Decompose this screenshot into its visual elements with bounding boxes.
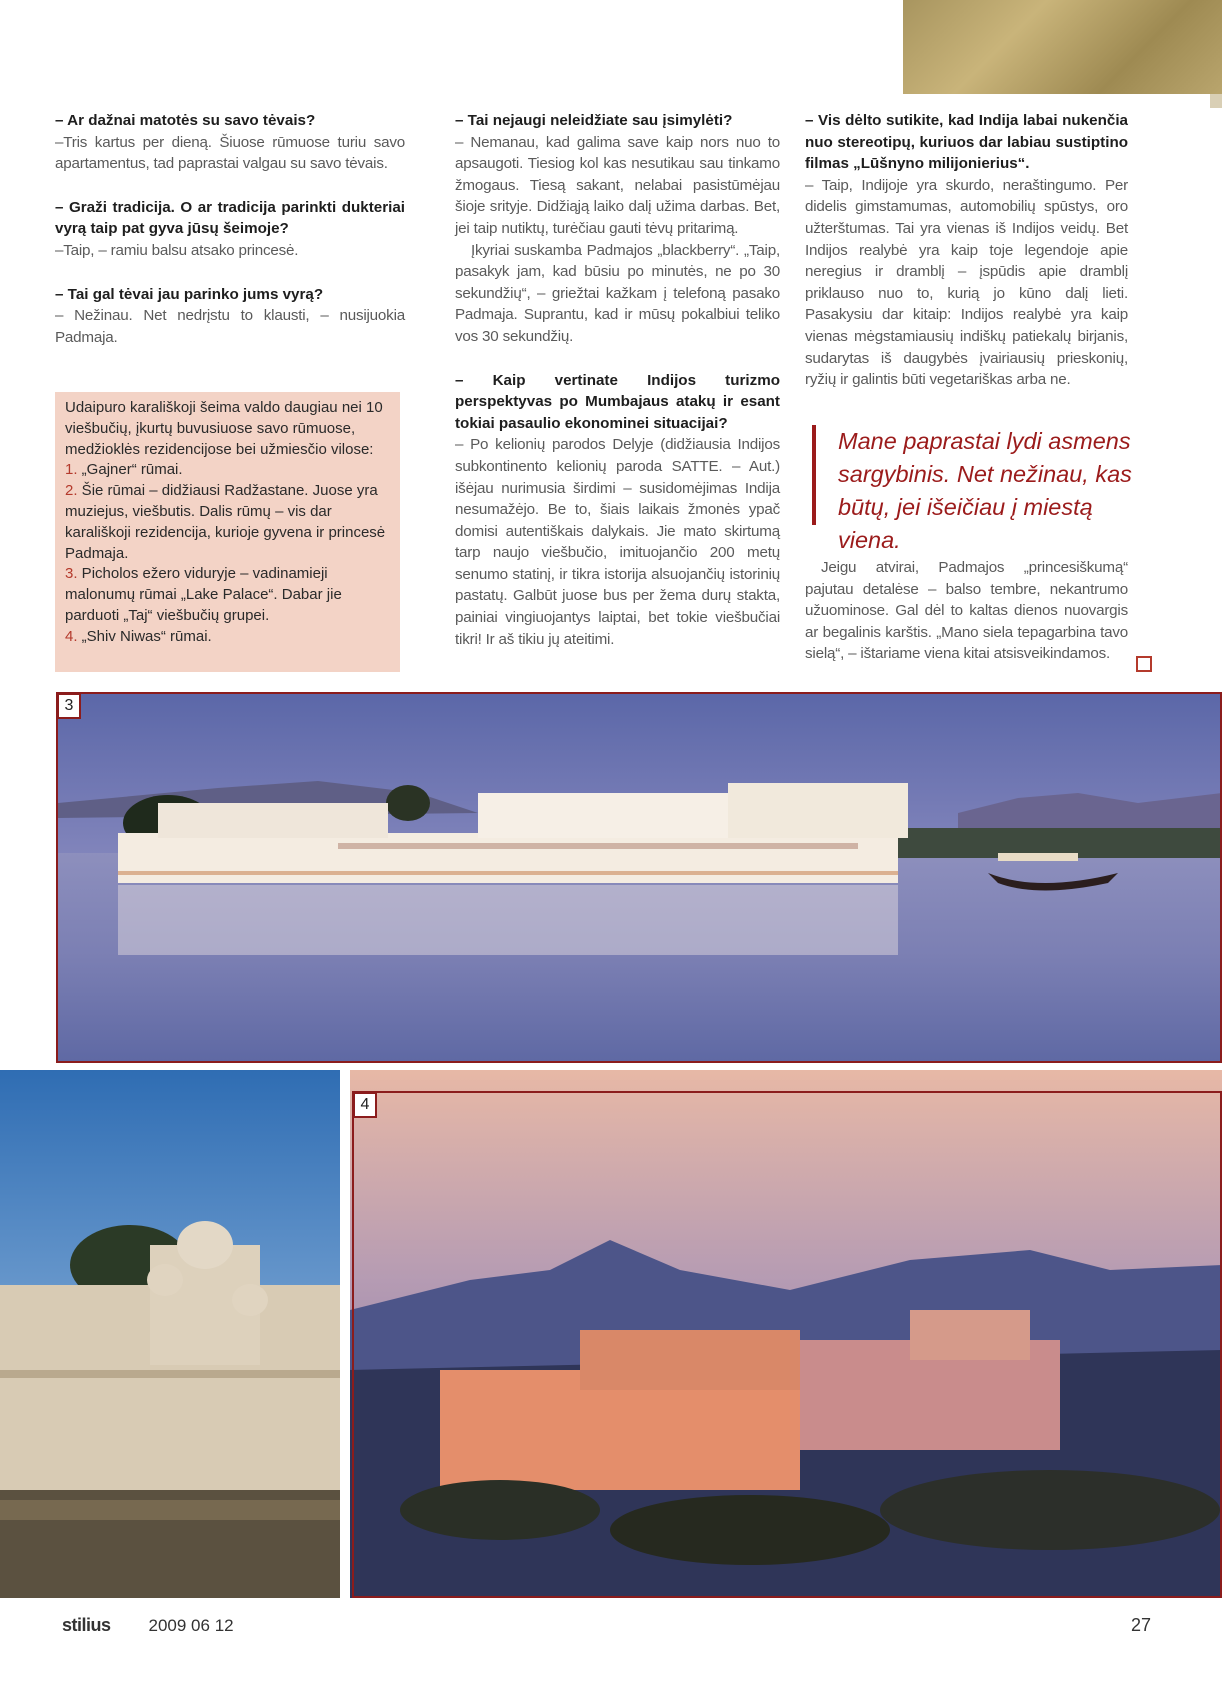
question: – Graži tradicija. O ar tradicija parinkti dukteriai vyrą taip pat gyva jūsų šeimoje? — [55, 198, 405, 238]
footer-left — [62, 1615, 234, 1636]
article-column-1 — [55, 110, 405, 348]
sidebar-item: 3. Picholos ežero viduryje – vadinamieji malonumų rūmai „Lake Palace“. Dabar jie parduoti „Taj“ viešbučių grupei. — [65, 565, 342, 624]
question: – Ar dažnai matotės su savo tėvais? — [55, 112, 316, 129]
end-mark-icon — [1136, 656, 1152, 672]
answer: –Taip, – ramiu balsu atsako princesė. — [55, 241, 299, 259]
sidebar-item: 4. „Shiv Niwas“ rūmai. — [65, 627, 212, 645]
answer: – Po kelionių parodos Delyje (didžiausia Indijos subkontinento kelionių paroda SATTE. – Aut.) išėjau nurimusia širdimi – susidomėjimas Indija nesumažėjo. Be to, šiais laikais žmonės ypač domisi autentiškais dalykais. Jie mato skirtumą tarp naujo viešbučio, imituojančio 200 metų senumo statinį, ir tikra istorija alsuojančių istorinių pastatų. Galbūt juose bus per žema durų stakta, painiai vingiuojantys laiptai, bet tokie viešbučiai tikri! Ir aš tikiu jų ateitimi. — [455, 436, 780, 648]
paragraph: Įkyriai suskamba Padmajos „blackberry“. „Taip, pasakyk jam, kad būsiu po minutės, ne po 30 sekundžių“, – griežtai kažkam į telefoną pasako Padmaja. Suprantu, kad ir mūsų pokalbiui teliko vos 30 sekundžių. — [455, 241, 780, 345]
sidebar-item: 1. „Gajner“ rūmai. — [65, 461, 183, 479]
photo-palace-tower — [0, 1070, 340, 1598]
question: – Vis dėlto sutikite, kad Indija labai nukenčia nuo stereotipų, kuriuos dar labiau sustiptino filmas „Lūšnyno milijonierius“. — [805, 112, 1128, 173]
hotels-sidebar-box — [55, 392, 400, 672]
issue-date: 2009 06 12 — [148, 1616, 234, 1635]
article-column-2 — [455, 110, 780, 650]
sidebar-item: 2. Šie rūmai – didžiausi Radžastane. Juose yra muziejus, viešbutis. Dalis rūmų – vis dar karališkoji rezidencija, kurioje gyvena ir princesė Padmaja. — [65, 482, 386, 562]
pull-quote: Mane paprastai lydi asmens sargybinis. Net nežinau, kas būtų, jei išeičiau į miestą viena. — [812, 425, 1132, 525]
question: – Kaip vertinate Indijos turizmo perspektyvas po Mumbajaus atakų ir esant tokiai pasaulio ekonominei situacijai? — [455, 371, 780, 432]
article-column-3-end — [805, 557, 1128, 665]
question: – Tai gal tėvai jau parinko jums vyrą? — [55, 285, 324, 303]
article-column-3 — [805, 110, 1128, 391]
photo-number-3: 3 — [57, 693, 81, 719]
photo-3-frame — [56, 692, 1222, 1063]
palace-tower-illustration — [0, 1070, 340, 1598]
photo-number-4: 4 — [353, 1092, 377, 1118]
photo-4-frame — [352, 1091, 1222, 1598]
paragraph: Jeigu atvirai, Padmajos „princesiškumą“ pajutau detalėse – balso tembre, nekantrumo užuominose. Gal dėl to kaltas dienos nuovargis ar begalinis karštis. „Mano siela tepagarbina tavo sielą“, – ištariame viena kitai atsisveikindamos. — [805, 559, 1128, 663]
answer: – Nežinau. Net nedrįstu to klausti, – nusijuokia Padmaja. — [55, 307, 405, 346]
magazine-name: stilius — [62, 1615, 111, 1635]
sidebar-intro: Udaipuro karališkoji šeima valdo daugiau nei 10 viešbučių, įkurtų buvusiuose savo rūmuose, medžioklės rezidencijose bei užmiesčio vilose: — [65, 399, 383, 458]
answer: –Tris kartus per dieną. Šiuose rūmuose turiu savo apartamentus, tad paprastai valgau su savo tėvais. — [55, 133, 405, 173]
answer: – Nemanau, kad galima save kaip nors nuo to apsaugoti. Tiesiog kol kas nesutikau sau tinkamo žmogaus. Tiesą sakant, nelabai pasistūmėjau šioje srityje. Didžiąją laiko dalį užima darbas. Bet, jei taip nutiktų, turėčiau gauti tėvų pritarimą. — [455, 133, 780, 237]
answer: – Taip, Indijoje yra skurdo, neraštingumo. Per didelis gimstamumas, automobilių spūstys, oro užterštumas. Tai yra vienas iš Indijos veidų. Bet Indijos realybė yra kaip toje legendoje apie neregius ir dramblį – įspūdis apie dramblį priklauso nuo to, kurią jo kūno dalį lieti. Pasakysiu dar kitaip: Indijos realybė yra kaip vienas mėgstamiausių indiškų patiekalų birjanis, sudarytas iš daugybės įvairiausių prieskonių, ryžių ir galintis būti vegetariškas arba ne. — [805, 176, 1128, 389]
page-number: 27 — [1131, 1615, 1152, 1635]
question: – Tai nejaugi neleidžiate sau įsimylėti? — [455, 112, 733, 129]
gold-color-swatch — [903, 0, 1222, 94]
